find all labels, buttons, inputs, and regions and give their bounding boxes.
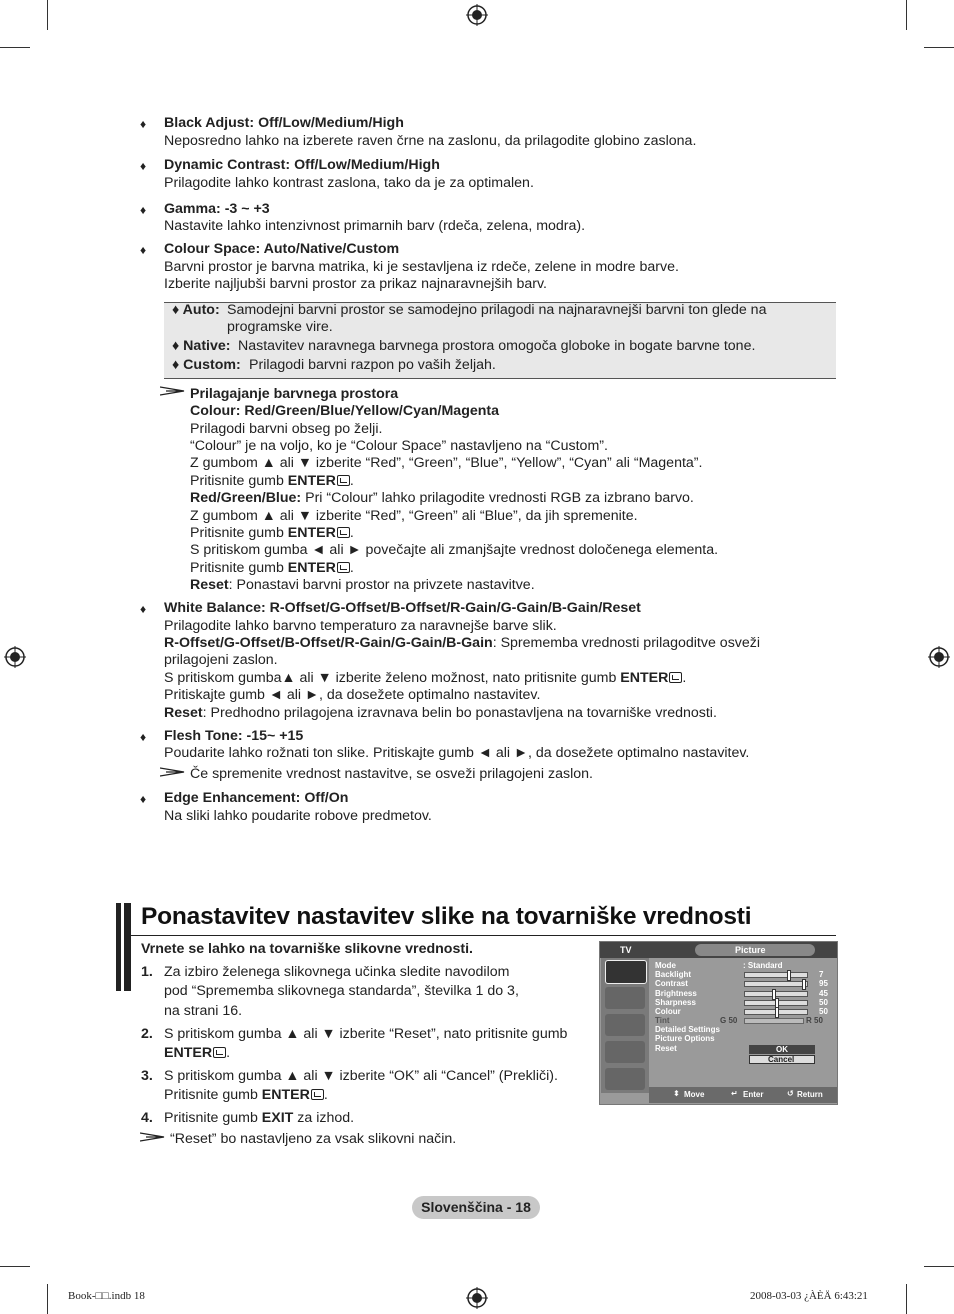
section-marker-bar	[116, 903, 121, 991]
press-text: Pritisnite gumb	[190, 473, 288, 489]
bullet-heading: Flesh Tone: -15~ +15	[164, 728, 304, 744]
bullet-diamond-icon: ♦	[140, 203, 147, 217]
bullet-text: Pritiskajte gumb ◄ ali ►, da dosežete optimalno nastavitev.	[164, 687, 541, 703]
osd-ok-label: OK	[776, 1045, 788, 1054]
osd-row-label[interactable]: Colour	[655, 1007, 681, 1016]
osd-tint-bar	[744, 1018, 804, 1024]
crop-mark	[0, 1266, 30, 1267]
enter-icon	[337, 475, 350, 486]
enter-icon	[311, 1089, 324, 1100]
reset-text: : Ponastavi barvni prostor na privzete nastavitve.	[228, 577, 535, 593]
step-text: Za izbiro želenega slikovnega učinka sledite navodilom	[164, 964, 510, 980]
step-text: S pritiskom gumba ▲ ali ▼ izberite “Reset”, nato pritisnite gumb	[164, 1026, 568, 1042]
step-text: ENTER .	[164, 1045, 231, 1061]
osd-tint-g: G 50	[720, 1016, 738, 1025]
press-text: Pritisnite gumb	[164, 1110, 262, 1126]
osd-slider-bar[interactable]	[744, 981, 808, 987]
osd-tv-label: TV	[620, 945, 632, 955]
press-text: Pritisnite gumb	[190, 560, 288, 576]
note-text: Z gumbom ▲ ali ▼ izberite “Red”, “Green”, “Blue”, “Yellow”, “Cyan” ali “Magenta”.	[190, 455, 703, 471]
osd-sound-icon	[605, 987, 645, 1009]
step-number: 1.	[141, 964, 153, 980]
section-title: Ponastavitev nastavitev slike na tovarniške vrednosti	[141, 903, 752, 930]
step-text-end: za izhod.	[293, 1110, 355, 1126]
osd-slider-value: 50	[819, 998, 828, 1007]
press-text: Pritisnite gumb	[164, 1087, 262, 1103]
move-icon: ⬍	[673, 1089, 680, 1098]
osd-picture-icon	[605, 960, 647, 984]
note-arrow-icon	[160, 386, 186, 396]
step-text	[164, 1110, 354, 1128]
option-text: Nastavitev naravnega barvnega prostora omogoča globoke in bogate barvne tone.	[238, 338, 756, 354]
bullet-text: Barvni prostor je barvna matrika, ki je sestavljena iz rdeče, zelene in modre barve.	[164, 259, 679, 275]
enter-key-label: ENTER	[164, 1045, 213, 1061]
crop-mark	[47, 0, 48, 30]
tv-osd-screenshot	[599, 941, 838, 1105]
crop-mark	[47, 1284, 48, 1314]
bullet-heading: Black Adjust: Off/Low/Medium/High	[164, 115, 404, 131]
section-marker-bar	[124, 903, 131, 991]
osd-tint-r: R 50	[806, 1016, 823, 1025]
enter-icon	[669, 672, 682, 683]
note-subtitle: Colour: Red/Green/Blue/Yellow/Cyan/Magenta	[190, 403, 500, 419]
note-text: Z gumbom ▲ ali ▼ izberite “Red”, “Green” ali “Blue”, da jih spremenite.	[190, 508, 638, 524]
step-number: 2.	[141, 1026, 153, 1042]
reset-label: Reset	[164, 705, 203, 721]
bullet-diamond-icon: ♦	[140, 602, 147, 616]
enter-icon	[337, 527, 350, 538]
osd-row-label[interactable]: Sharpness	[655, 998, 696, 1007]
osd-slider-bar[interactable]	[744, 991, 808, 997]
osd-row-label[interactable]: Backlight	[655, 970, 692, 979]
note-text: Pritisnite gumb ENTER .	[190, 473, 354, 489]
option-text: programske vire.	[227, 319, 333, 335]
bullet-text: Neposredno lahko na izberete raven črne na zaslonu, da prilagodite globino zaslona.	[164, 133, 697, 149]
bullet-text	[164, 705, 717, 723]
bullet-heading: White Balance: R-Offset/G-Offset/B-Offset/R-Gain/G-Gain/B-Gain/Reset	[164, 600, 641, 616]
step-text: S pritiskom gumba ▲ ali ▼ izberite “OK” ali “Cancel” (Prekliči).	[164, 1068, 558, 1084]
bullet-text: Prilagodite lahko kontrast zaslona, tako da je za optimalen.	[164, 175, 534, 191]
osd-return-hint: Return	[797, 1090, 823, 1099]
bullet-text	[164, 635, 760, 653]
note-text	[190, 490, 694, 508]
osd-menu-title: Picture	[735, 945, 766, 955]
osd-slider-bar[interactable]	[744, 972, 808, 978]
osd-slider-knob[interactable]	[775, 1007, 779, 1018]
step-text: pod “Sprememba slikovnega standarda”, številka 1 do 3,	[164, 983, 519, 999]
reset-label: Reset	[190, 577, 229, 593]
osd-slider-bar[interactable]	[744, 1009, 808, 1015]
footer-right: 2008-03-03 ¿ÀÈÄ 6:43:21	[750, 1290, 868, 1302]
step-number: 3.	[141, 1068, 153, 1084]
enter-icon	[213, 1047, 226, 1058]
crop-mark	[906, 0, 907, 30]
bullet-heading: Dynamic Contrast: Off/Low/Medium/High	[164, 157, 440, 173]
osd-row-label[interactable]: Reset	[655, 1044, 677, 1053]
note-title: Prilagajanje barvnega prostora	[190, 386, 399, 402]
option-label-auto: ♦ Auto:	[172, 302, 220, 318]
note-arrow-icon	[140, 1132, 166, 1142]
osd-setup-icon	[605, 1041, 645, 1063]
step-text: na strani 16.	[164, 1003, 243, 1019]
wb-text: : Sprememba vrednosti prilagoditve osveži	[492, 635, 761, 651]
step-text: Pritisnite gumb ENTER .	[164, 1087, 328, 1103]
note-text: Če spremenite vrednost nastavitve, se osveži prilagojeni zaslon.	[190, 766, 593, 782]
bullet-diamond-icon: ♦	[140, 243, 147, 257]
title-rule	[131, 935, 836, 936]
enter-key-label: ENTER	[620, 670, 669, 686]
registration-mark-icon	[928, 646, 950, 668]
bullet-text: Na sliki lahko poudarite robove predmetov.	[164, 808, 432, 824]
osd-mode-value: : Standard	[743, 961, 783, 970]
bullet-diamond-icon: ♦	[140, 792, 147, 806]
osd-slider-value: 95	[819, 979, 828, 988]
bullet-heading: Edge Enhancement: Off/On	[164, 790, 349, 806]
registration-mark-icon	[466, 4, 488, 26]
bullet-diamond-icon: ♦	[140, 730, 147, 744]
osd-input-icon	[605, 1068, 645, 1090]
footer-left: Book-□□.indb 18	[68, 1290, 145, 1302]
enter-icon: ↵	[731, 1089, 738, 1098]
crop-mark	[906, 1284, 907, 1314]
osd-sidebar	[601, 958, 649, 1093]
wb-params: R-Offset/G-Offset/B-Offset/R-Gain/G-Gain/B-Gain	[164, 635, 493, 651]
note-text: “Colour” je na voljo, ko je “Colour Space” nastavljeno na “Custom”.	[190, 438, 608, 454]
registration-mark-icon	[4, 646, 26, 668]
option-label-native: ♦ Native:	[172, 338, 231, 354]
osd-move-hint: Move	[684, 1090, 705, 1099]
note-text: Pritisnite gumb ENTER .	[190, 560, 354, 576]
osd-row-label[interactable]: Tint	[655, 1016, 670, 1025]
bullet-diamond-icon: ♦	[140, 159, 147, 173]
note-text: Pritisnite gumb ENTER .	[190, 525, 354, 541]
page-label: Slovenščina - 18	[412, 1196, 540, 1219]
bullet-heading: Gamma: -3 ~ +3	[164, 201, 270, 217]
press-text: Pritisnite gumb	[190, 525, 288, 541]
wb-text: S pritiskom gumba▲ ali ▼ izberite želeno možnost, nato pritisnite gumb	[164, 670, 621, 686]
osd-cancel-label: Cancel	[768, 1055, 795, 1064]
option-text: Prilagodi barvni razpon po vaših željah.	[249, 357, 496, 373]
note-text	[190, 577, 535, 595]
bullet-text: Poudarite lahko rožnati ton slike. Pritiskajte gumb ◄ ali ►, da dosežete optimalno nastavitev.	[164, 745, 750, 761]
option-text: Samodejni barvni prostor se samodejno prilagodi na najnaravnejši barvni ton glede na	[227, 302, 767, 318]
crop-mark	[0, 47, 30, 48]
osd-slider-value: 45	[819, 989, 828, 998]
osd-slider-knob[interactable]	[802, 979, 806, 990]
crop-mark	[924, 47, 954, 48]
osd-row-label[interactable]: Brightness	[655, 989, 697, 998]
rgb-label: Red/Green/Blue:	[190, 490, 302, 506]
enter-key-label: ENTER	[261, 1087, 310, 1103]
bullet-text: Nastavite lahko intenzivnost primarnih barv (rdeča, zelena, modra).	[164, 218, 586, 234]
enter-key-label: ENTER	[287, 560, 336, 576]
osd-channel-icon	[605, 1014, 645, 1036]
return-icon: ↺	[787, 1089, 794, 1098]
enter-key-label: ENTER	[287, 473, 336, 489]
enter-key-label: ENTER	[287, 525, 336, 541]
note-text: “Reset” bo nastavljeno za vsak slikovni način.	[170, 1131, 457, 1147]
osd-slider-knob[interactable]	[787, 970, 791, 981]
note-arrow-icon	[160, 767, 186, 777]
bullet-text: Izberite najljubši barvni prostor za prikaz najnaravnejših barv.	[164, 276, 547, 292]
rgb-text: Pri “Colour” lahko prilagodite vrednosti RGB za izbrano barvo.	[301, 490, 694, 506]
note-text: S pritiskom gumba ◄ ali ► povečajte ali zmanjšajte vrednost določenega elementa.	[190, 542, 719, 558]
bullet-heading: Colour Space: Auto/Native/Custom	[164, 241, 400, 257]
osd-slider-value: 7	[819, 970, 824, 979]
step-number: 4.	[141, 1110, 153, 1126]
bullet-diamond-icon: ♦	[140, 117, 147, 131]
crop-mark	[924, 1266, 954, 1267]
osd-slider-bar[interactable]	[744, 1000, 808, 1006]
bullet-text: Prilagodite lahko barvno temperaturo za naravnejše barve slik.	[164, 618, 557, 634]
note-text: Prilagodi barvni obseg po želji.	[190, 421, 383, 437]
registration-mark-icon	[466, 1287, 488, 1309]
reset-text: : Predhodno prilagojena izravnava belin bo ponastavljena na tovarniške vrednosti.	[202, 705, 717, 721]
osd-row-label[interactable]: Detailed Settings	[655, 1025, 720, 1034]
osd-row-label[interactable]: Picture Options	[655, 1034, 715, 1043]
bullet-text: prilagojeni zaslon.	[164, 652, 278, 668]
exit-key-label: EXIT	[261, 1110, 294, 1126]
osd-slider-value: 50	[819, 1007, 828, 1016]
osd-enter-hint: Enter	[743, 1090, 764, 1099]
option-label-custom: ♦ Custom:	[172, 357, 241, 373]
bullet-text: S pritiskom gumba▲ ali ▼ izberite želeno možnost, nato pritisnite gumb ENTER .	[164, 670, 687, 686]
osd-row-label[interactable]: Contrast	[655, 979, 688, 988]
section-intro: Vrnete se lahko na tovarniške slikovne vrednosti.	[141, 941, 473, 957]
enter-icon	[337, 562, 350, 573]
osd-row-label[interactable]: Mode	[655, 961, 676, 970]
